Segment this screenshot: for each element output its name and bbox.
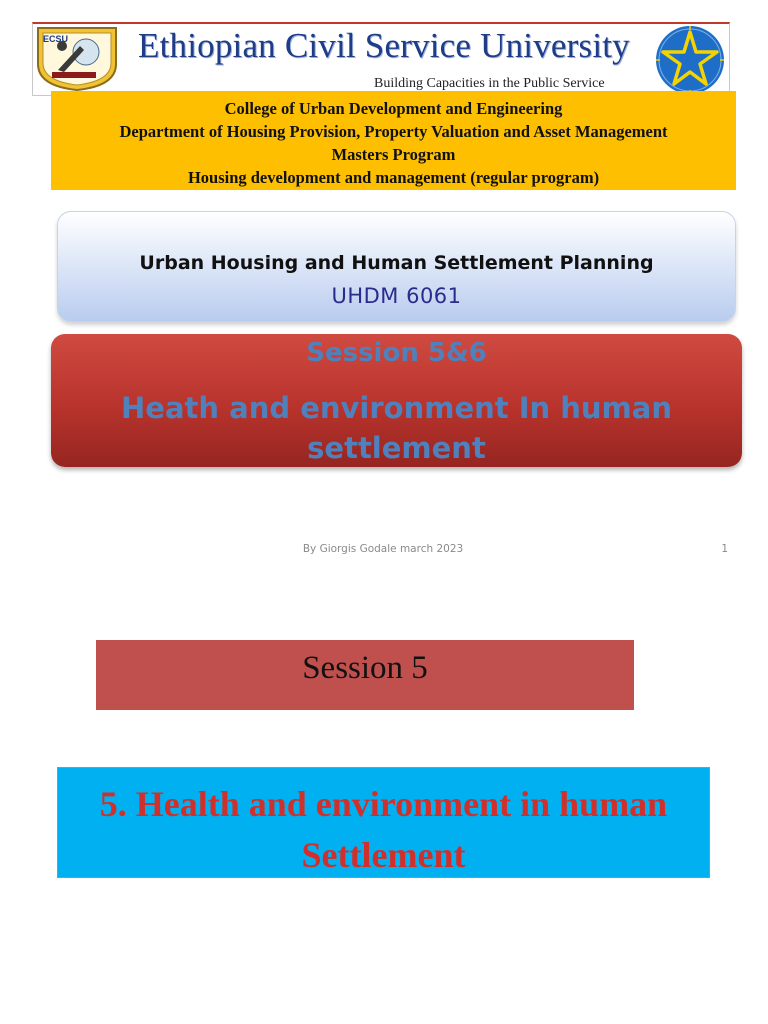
course-box [57,211,736,322]
seal-text: ECSU [43,34,69,44]
session-box [51,334,742,467]
university-tagline: Building Capacities in the Public Service [374,76,605,91]
slide-page-number: 1 [721,543,728,555]
college-info-box [51,91,736,190]
session5-heading: Session 5 [96,640,634,710]
ethiopian-emblem-star-icon [652,24,728,96]
university-name: Ethiopian Civil Service University [138,26,630,65]
college-name: College of Urban Development and Engineering [224,99,563,118]
session-topic: Heath and environment In human settlement [121,391,672,465]
course-code: UHDM 6061 [331,284,462,308]
program-name: Masters Program [331,145,456,164]
university-seal-icon [34,24,120,92]
session-label: Session 5&6 [306,338,487,368]
department-name: Department of Housing Provision, Property Valuation and Asset Management [119,122,668,141]
chapter-title: 5. Health and environment in human Settlement [57,767,710,878]
course-title: Urban Housing and Human Settlement Planning [139,252,654,274]
program-track: Housing development and management (regular program) [187,168,600,187]
slide-footer-author: By Giorgis Godale march 2023 [302,543,464,555]
